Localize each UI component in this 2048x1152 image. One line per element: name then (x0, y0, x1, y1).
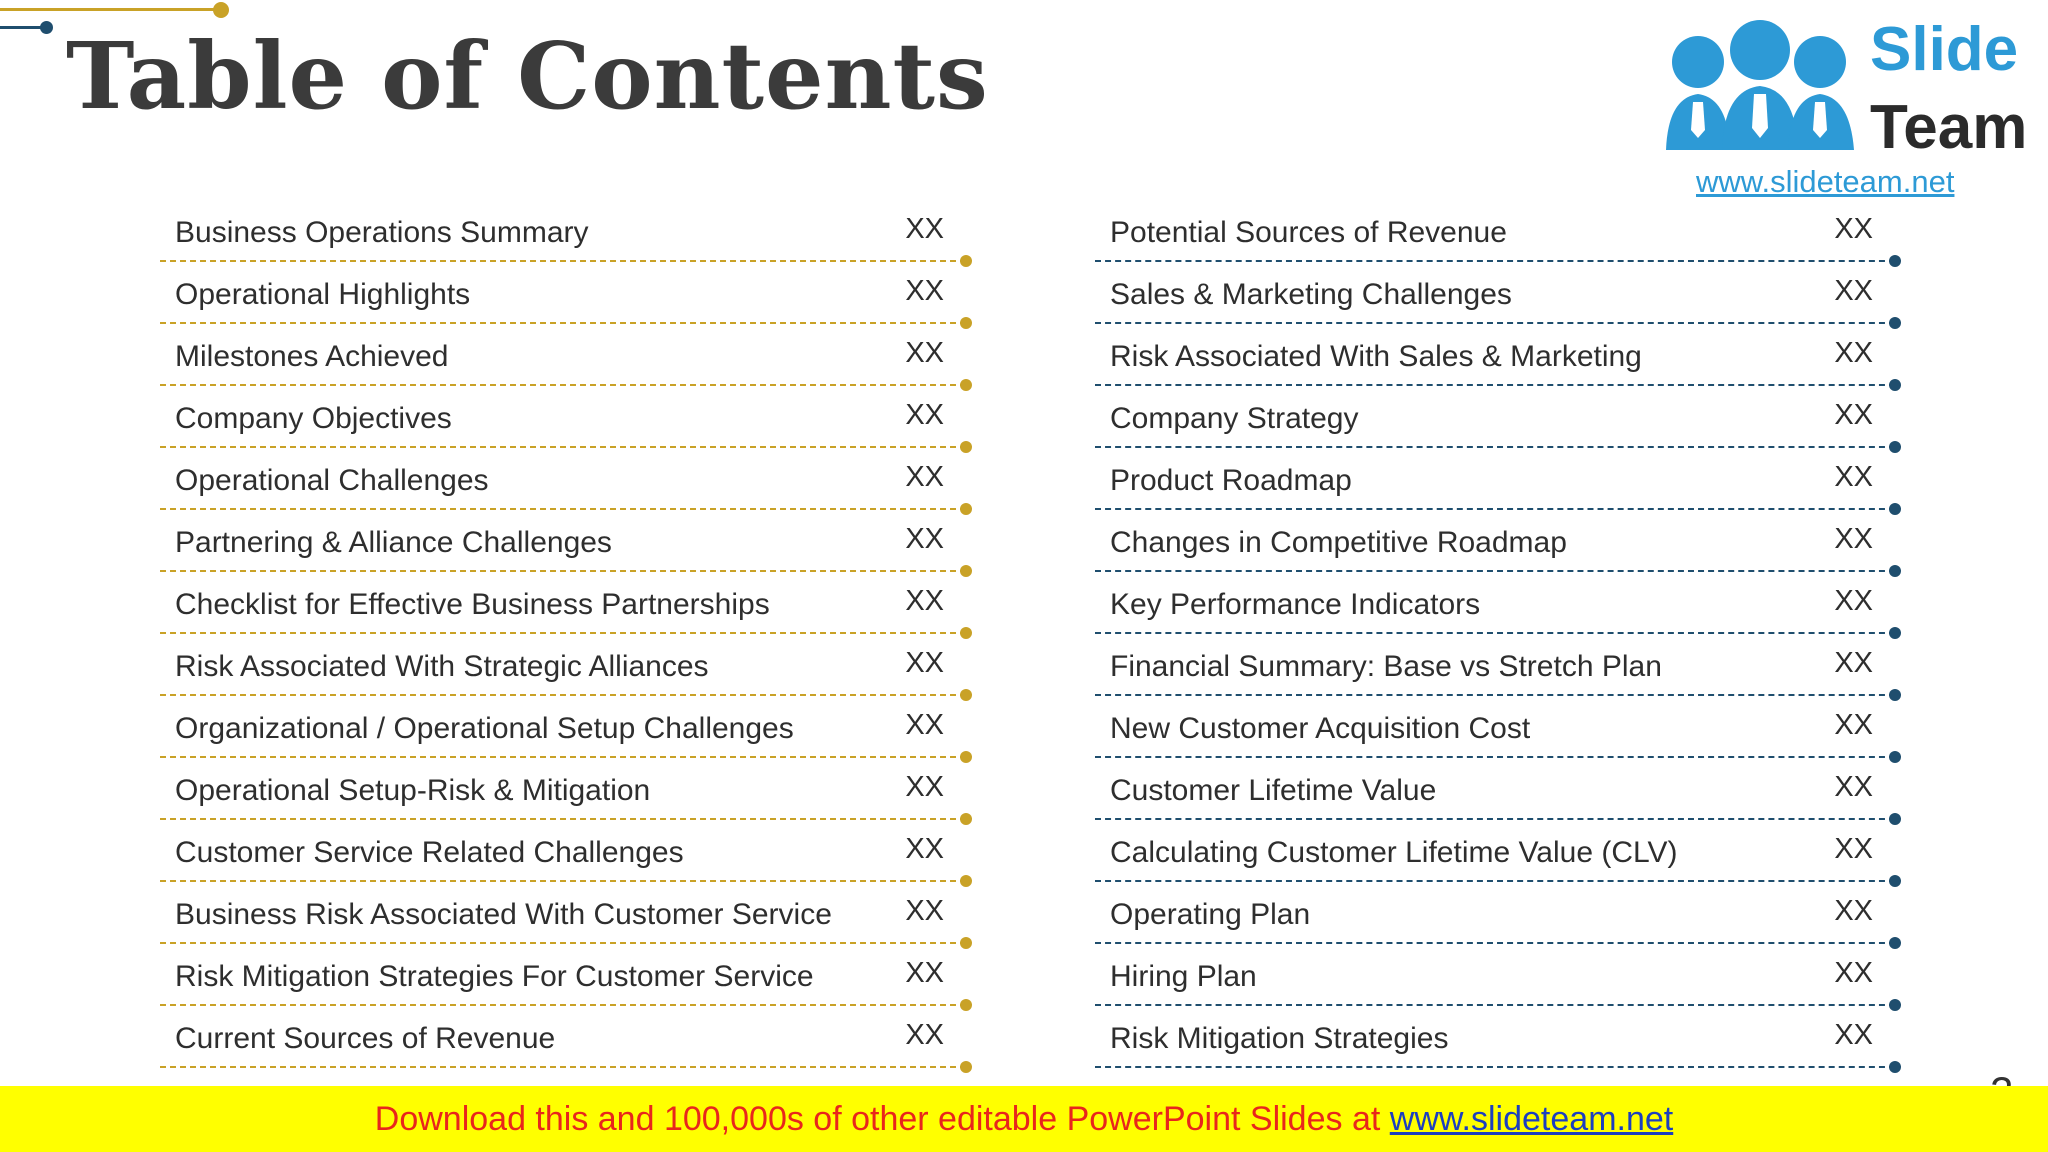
toc-page-number: XX (905, 833, 944, 865)
toc-row (160, 634, 966, 696)
toc-item-label: Sales & Marketing Challenges (1110, 278, 1512, 311)
toc-item-label: Operating Plan (1110, 898, 1311, 931)
toc-item-label: Risk Mitigation Strategies For Customer Service (175, 960, 814, 993)
toc-row (160, 1006, 966, 1068)
toc-row (160, 448, 966, 510)
toc-item-label: Company Objectives (175, 402, 452, 435)
toc-item-label: Milestones Achieved (175, 340, 449, 373)
toc-row (160, 944, 966, 1006)
toc-row (1095, 758, 1895, 820)
decor-gold-line (0, 8, 220, 11)
decor-navy-dot (40, 21, 53, 34)
toc-page-number: XX (1834, 461, 1873, 493)
toc-page-number: XX (905, 523, 944, 555)
toc-left-column (160, 200, 966, 1068)
toc-page-number: XX (1834, 337, 1873, 369)
toc-item-label: Potential Sources of Revenue (1110, 216, 1507, 249)
toc-right-column (1095, 200, 1895, 1068)
toc-row (1095, 386, 1895, 448)
toc-item-label: Customer Lifetime Value (1110, 774, 1437, 807)
toc-page-number: XX (905, 399, 944, 431)
toc-row (1095, 262, 1895, 324)
toc-item-label: New Customer Acquisition Cost (1110, 712, 1531, 745)
toc-page-number: XX (905, 1019, 944, 1051)
toc-page-number: XX (1834, 647, 1873, 679)
toc-item-label: Partnering & Alliance Challenges (175, 526, 612, 559)
toc-row (160, 262, 966, 324)
toc-page-number: XX (1834, 275, 1873, 307)
toc-item-label: Changes in Competitive Roadmap (1110, 526, 1567, 559)
toc-row (160, 758, 966, 820)
toc-page-number: XX (905, 957, 944, 989)
toc-row (160, 386, 966, 448)
toc-item-label: Operational Challenges (175, 464, 489, 497)
toc-row (1095, 820, 1895, 882)
toc-item-label: Business Operations Summary (175, 216, 589, 249)
toc-row (1095, 1006, 1895, 1068)
toc-page-number: XX (905, 895, 944, 927)
toc-row (1095, 324, 1895, 386)
toc-row (160, 820, 966, 882)
toc-row (1095, 944, 1895, 1006)
slideteam-logo (1648, 0, 2048, 198)
toc-item-label: Operational Highlights (175, 278, 471, 311)
toc-page-number: XX (905, 647, 944, 679)
toc-row (1095, 634, 1895, 696)
logo-word-slide: Slide (1870, 15, 2019, 84)
toc-page-number: XX (1834, 709, 1873, 741)
toc-page-number: XX (905, 585, 944, 617)
toc-page-number: XX (1834, 523, 1873, 555)
toc-page-number: XX (905, 213, 944, 245)
toc-item-label: Calculating Customer Lifetime Value (CLV) (1110, 836, 1678, 869)
toc-row (160, 882, 966, 944)
toc-item-label: Financial Summary: Base vs Stretch Plan (1110, 650, 1662, 683)
toc-item-label: Checklist for Effective Business Partnerships (175, 588, 770, 621)
download-banner (0, 1086, 2048, 1152)
toc-row (1095, 200, 1895, 262)
toc-row (160, 696, 966, 758)
toc-item-label: Risk Mitigation Strategies (1110, 1022, 1449, 1055)
toc-row (160, 572, 966, 634)
toc-item-label: Key Performance Indicators (1110, 588, 1481, 621)
toc-page-number: XX (1834, 833, 1873, 865)
decor-gold-dot (213, 2, 229, 18)
toc-page-number: XX (1834, 895, 1873, 927)
toc-item-label: Current Sources of Revenue (175, 1022, 556, 1055)
toc-page-number: XX (905, 709, 944, 741)
toc-row (1095, 510, 1895, 572)
toc-row (1095, 448, 1895, 510)
people-icon (1660, 10, 1860, 160)
toc-page-number: XX (905, 337, 944, 369)
toc-item-label: Hiring Plan (1110, 960, 1257, 993)
toc-page-number: XX (1834, 1019, 1873, 1051)
toc-page-number: XX (905, 461, 944, 493)
toc-row (1095, 882, 1895, 944)
toc-item-label: Risk Associated With Strategic Alliances (175, 650, 709, 683)
banner-text: Download this and 100,000s of other editable PowerPoint Slides at (374, 1100, 1390, 1138)
toc-row (160, 510, 966, 572)
toc-item-label: Organizational / Operational Setup Challenges (175, 712, 794, 745)
row-end-dot (1889, 1061, 1901, 1073)
toc-row (160, 200, 966, 262)
page-title: Table of Contents (66, 22, 989, 130)
row-end-dot (960, 1061, 972, 1073)
toc-item-label: Business Risk Associated With Customer Service (175, 898, 832, 931)
toc-page-number: XX (1834, 585, 1873, 617)
toc-item-label: Product Roadmap (1110, 464, 1352, 497)
toc-item-label: Risk Associated With Sales & Marketing (1110, 340, 1642, 373)
toc-page-number: XX (905, 275, 944, 307)
logo-url-link[interactable]: www.slideteam.net (1696, 164, 1955, 199)
toc-item-label: Operational Setup-Risk & Mitigation (175, 774, 651, 807)
toc-row (160, 324, 966, 386)
toc-item-label: Customer Service Related Challenges (175, 836, 684, 869)
toc-item-label: Company Strategy (1110, 402, 1359, 435)
toc-page-number: XX (1834, 399, 1873, 431)
toc-page-number: XX (905, 771, 944, 803)
toc-row (1095, 696, 1895, 758)
toc-row (1095, 572, 1895, 634)
toc-page-number: XX (1834, 771, 1873, 803)
toc-page-number: XX (1834, 957, 1873, 989)
logo-word-team: Team (1870, 93, 2028, 162)
toc-page-number: XX (1834, 213, 1873, 245)
banner-link[interactable]: www.slideteam.net (1389, 1100, 1674, 1138)
